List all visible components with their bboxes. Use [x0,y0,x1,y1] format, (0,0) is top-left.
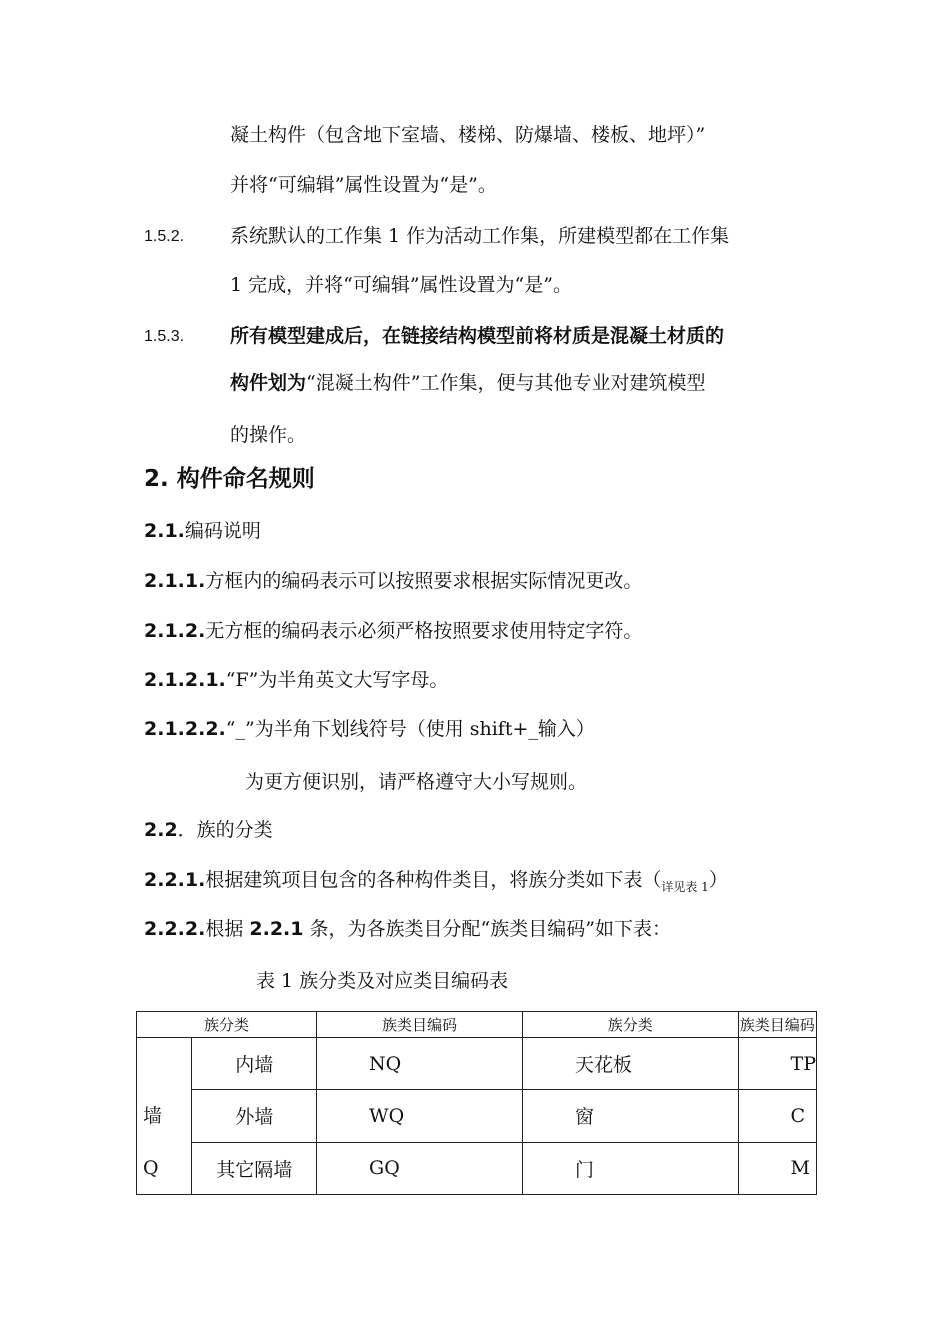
table-header-row [137,1012,817,1038]
subsection-title [144,519,261,543]
paragraph-line: 所有模型建成后，在链接结构模型前将材质是混凝土材质的 [230,325,725,347]
paragraph-line: 系统默认的工作集 1 作为活动工作集，所建模型都在工作集 [230,225,730,247]
header-family-2: 族分类 [522,1012,738,1038]
section-number: 2.1. [144,520,185,542]
clause-text: “F”为半角英文大写字母。 [225,669,449,691]
clause-reference: 2.2.1 [249,918,304,940]
table-caption: 表 1 族分类及对应类目编码表 [256,970,509,992]
table-cell: 其它隔墙 [192,1142,317,1194]
bold-fragment: 构件划为 [230,372,307,394]
header-code-2: 族类目编码 [738,1012,816,1038]
section-heading: 2. 构件命名规则 [144,466,315,492]
clause-text: 根据 [205,918,250,940]
section-number: 2.1.1. [144,570,206,592]
section-number: 2.2.2. [144,918,206,940]
wall-group-cell [137,1038,192,1195]
clause-text: “_”为半角下划线符号（使用 shift+_输入） [225,718,595,740]
clause [144,868,728,894]
wall-group-code: Q [143,1157,159,1179]
table-cell: GQ [317,1142,523,1194]
paragraph-line: 的操作。 [230,424,307,446]
table-cell: 天花板 [522,1038,738,1090]
table-cell: C [738,1090,816,1142]
table-cell: TP [738,1038,816,1090]
section-number: 2.2.1. [144,869,206,891]
section-number: 2.1.2.2. [144,718,226,740]
paragraph-line [230,371,705,395]
clause [144,668,448,692]
paren: （ [642,869,662,891]
section-number: 2.2 [144,819,178,841]
note-line: 为更方便识别，请严格遵守大小写规则。 [245,771,588,793]
table-row [137,1038,817,1090]
table-cell: 门 [522,1142,738,1194]
table-cell: 窗 [522,1090,738,1142]
clause [144,717,595,741]
table-cell: 外墙 [192,1090,317,1142]
clause-text: 条，为各族类目分配“族类目编码”如下表： [303,918,671,940]
section-number: 2.1.2. [144,620,206,642]
paragraph-line: 1 完成，并将“可编辑”属性设置为“是”。 [230,274,572,296]
clause-text: 根据建筑项目包含的各种构件类目，将族分类如下表 [205,869,643,891]
paren: ） [708,869,728,891]
header-code: 族类目编码 [317,1012,523,1038]
table-row [137,1090,817,1142]
section-number: 2.1.2.1. [144,669,226,691]
clause-text: 方框内的编码表示可以按照要求根据实际情况更改。 [205,570,643,592]
table-cell: 内墙 [192,1038,317,1090]
table-cell: WQ [317,1090,523,1142]
header-family: 族分类 [137,1012,317,1038]
subsection-text: 编码说明 [184,520,261,542]
family-classification-table [136,1011,817,1195]
wall-group-label: 墙 [143,1105,163,1127]
subsection-title [144,818,273,842]
text-fragment: “混凝土构件”工作集，便与其他专业对建筑模型 [306,372,706,394]
paragraph-line: 凝土构件（包含地下室墙、楼梯、防爆墙、楼板、地坪）” [230,124,706,146]
item-number: 1.5.2. [144,228,185,245]
table-cell: M [738,1142,816,1194]
clause [144,917,671,941]
subsection-text: ．族的分类 [177,819,273,841]
clause [144,569,642,593]
clause-text: 无方框的编码表示必须严格按照要求使用特定字符。 [205,620,643,642]
table-reference: 详见表 1 [661,880,709,894]
paragraph-line: 并将“可编辑”属性设置为“是”。 [230,174,497,196]
clause [144,619,642,643]
table-cell: NQ [317,1038,523,1090]
table-row [137,1142,817,1194]
item-number: 1.5.3. [144,328,185,345]
